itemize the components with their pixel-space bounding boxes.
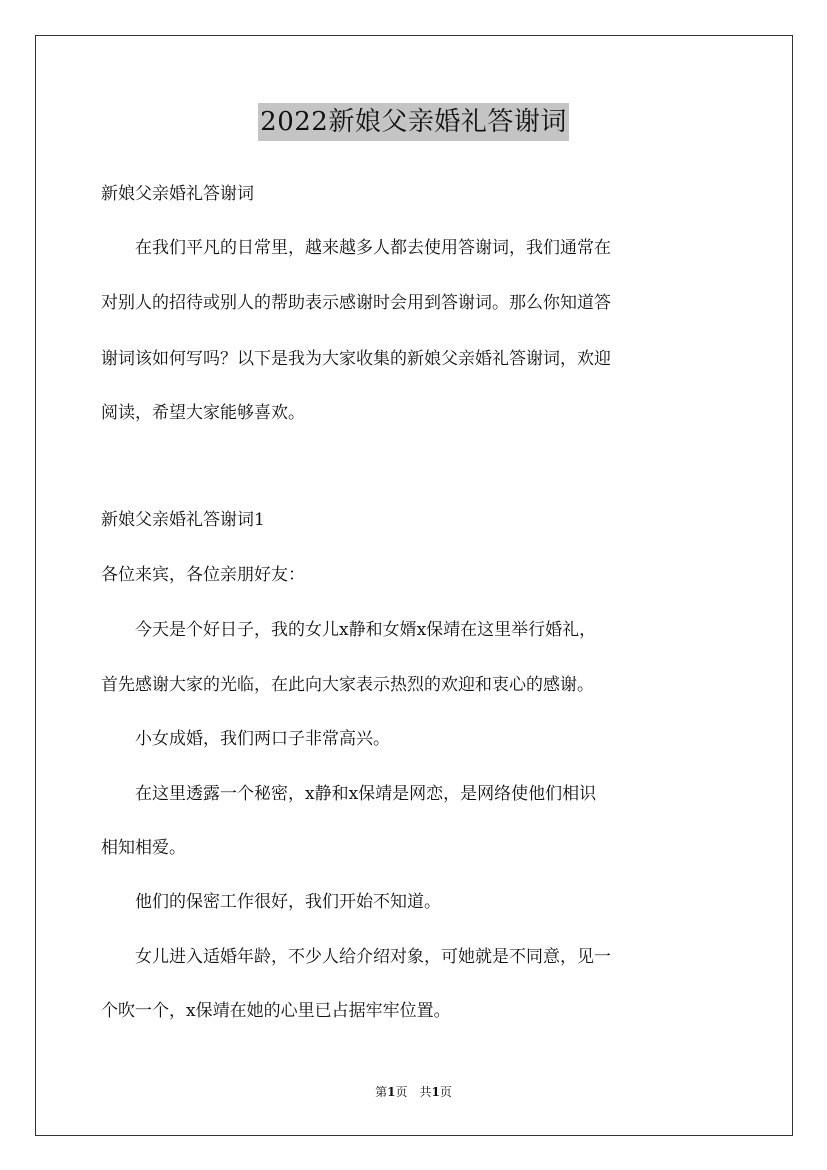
document-title-text: 2022新娘父亲婚礼答谢词 xyxy=(258,103,569,141)
footer-page-total: 1 xyxy=(431,1085,440,1099)
paragraph-line: 他们的保密工作很好，我们开始不知道。 xyxy=(101,892,441,912)
paragraph-line: 相知相爱。 xyxy=(101,838,186,858)
footer-prefix: 第 xyxy=(375,1085,388,1099)
paragraph-line: 首先感谢大家的光临，在此向大家表示热烈的欢迎和衷心的感谢。 xyxy=(101,675,594,695)
document-title xyxy=(0,103,827,141)
paragraph-line: 谢词该如何写吗？以下是我为大家收集的新娘父亲婚礼答谢词，欢迎 xyxy=(101,349,611,369)
footer-page-current: 1 xyxy=(387,1085,396,1099)
subtitle-line: 新娘父亲婚礼答谢词 xyxy=(101,184,254,204)
paragraph-line: 今天是个好日子，我的女儿x静和女婿x保靖在这里举行婚礼， xyxy=(101,620,597,640)
page-footer xyxy=(0,1084,827,1100)
paragraph-line: 个吹一个，x保靖在她的心里已占据牢牢位置。 xyxy=(101,1001,451,1021)
paragraph-line: 对别人的招待或别人的帮助表示感谢时会用到答谢词。那么你知道答 xyxy=(101,293,611,313)
paragraph-line: 在我们平凡的日常里，越来越多人都去使用答谢词，我们通常在 xyxy=(101,238,611,258)
footer-suffix: 页 xyxy=(439,1085,452,1099)
paragraph-line: 在这里透露一个秘密，x静和x保靖是网恋，是网络使他们相识 xyxy=(101,784,597,804)
paragraph-line: 女儿进入适婚年龄，不少人给介绍对象，可她就是不同意，见一 xyxy=(101,947,611,967)
paragraph-line: 小女成婚，我们两口子非常高兴。 xyxy=(101,729,390,749)
footer-mid: 页 共 xyxy=(395,1085,432,1099)
section-heading: 新娘父亲婚礼答谢词1 xyxy=(101,510,265,530)
paragraph-line: 阅读，希望大家能够喜欢。 xyxy=(101,403,305,423)
salutation-line: 各位来宾，各位亲朋好友： xyxy=(101,565,305,585)
